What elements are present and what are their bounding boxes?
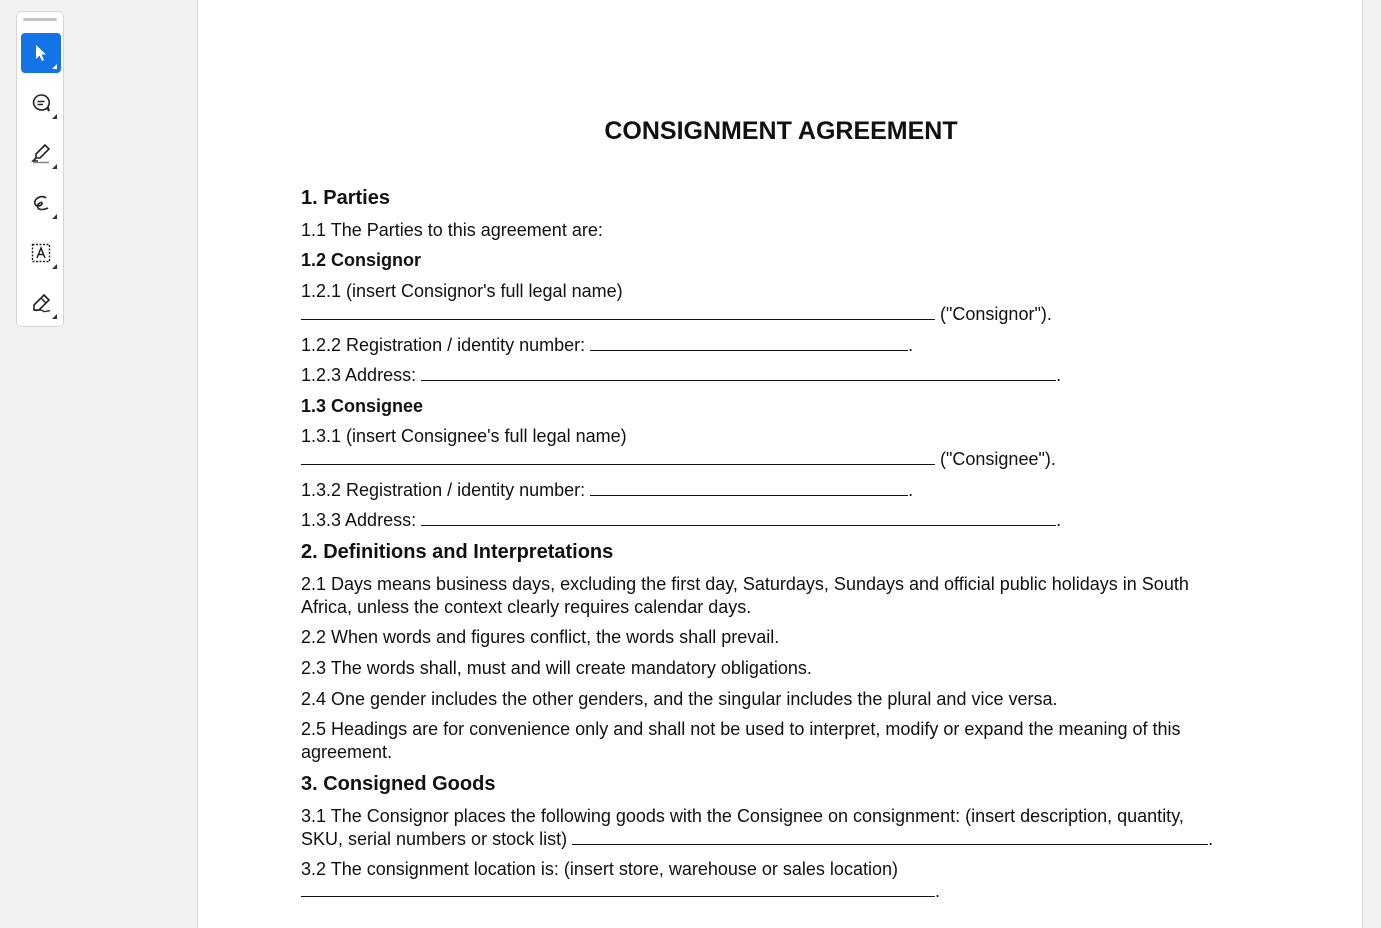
clause-text: 1.2.3 Address:	[301, 365, 417, 385]
tool-options-indicator	[52, 64, 57, 69]
viewer-right-edge	[1363, 0, 1381, 912]
clause-line	[301, 828, 1213, 850]
annotation-toolbar	[16, 11, 64, 327]
clause-period: .	[908, 480, 914, 500]
cursor-arrow-icon	[30, 42, 52, 64]
consignment-location-field[interactable]	[301, 882, 935, 897]
clause-period: .	[935, 881, 941, 901]
clause-text: Africa, unless the context clearly requires calendar days.	[301, 597, 752, 617]
section-heading: 1. Parties	[301, 187, 390, 209]
signature-pen-icon	[30, 292, 52, 314]
clause-text: 2.2 When words and figures conflict, the words shall prevail.	[301, 627, 780, 647]
tool-options-indicator	[52, 114, 57, 119]
tool-options-indicator	[52, 214, 57, 219]
sub-heading: 1.2 Consignor	[301, 250, 422, 270]
section-heading: 2. Definitions and Interpretations	[301, 541, 614, 563]
consignee-address-field[interactable]	[421, 511, 1056, 526]
clause-text: 1.2.1 (insert Consignor's full legal name)	[301, 281, 623, 301]
clause-text: agreement.	[301, 742, 393, 762]
clause-text: 2.1 Days means business days, excluding the first day, Saturdays, Sundays and official public holidays in South	[301, 574, 1189, 594]
clause-text: 1.3.3 Address:	[301, 510, 417, 530]
comment-tool-button[interactable]	[21, 83, 61, 123]
clause-line	[301, 364, 1061, 386]
text-box-tool-button[interactable]	[21, 233, 61, 273]
freehand-draw-tool-button[interactable]	[21, 183, 61, 223]
clause-period: .	[1056, 510, 1062, 530]
clause-period: .	[908, 335, 914, 355]
clause-text: 1.3.1 (insert Consignee's full legal name)	[301, 426, 627, 446]
clause-period: .	[1208, 829, 1214, 849]
clause-text: 3.2 The consignment location is: (insert store, warehouse or sales location)	[301, 859, 898, 879]
tool-options-indicator	[52, 164, 57, 169]
clause-text: 2.3 The words shall, must and will create mandatory obligations.	[301, 658, 812, 678]
clause-text: 1.1 The Parties to this agreement are:	[301, 220, 603, 240]
clause-text: 2.4 One gender includes the other genders, and the singular includes the plural and vice versa.	[301, 689, 1058, 709]
goods-description-field[interactable]	[572, 830, 1208, 845]
clause-text: 3.1 The Consignor places the following goods with the Consignee on consignment: (insert description, quantity,	[301, 806, 1184, 826]
page-title: CONSIGNMENT AGREEMENT	[604, 117, 958, 145]
consignor-address-field[interactable]	[421, 366, 1056, 381]
clause-text: ("Consignee").	[940, 449, 1056, 469]
clause-text: 1.2.2 Registration / identity number:	[301, 335, 586, 355]
clause-line	[301, 880, 940, 902]
consignee-name-field[interactable]	[301, 450, 935, 465]
highlight-tool-button[interactable]	[21, 133, 61, 173]
text-box-icon	[30, 242, 52, 264]
sign-tool-button[interactable]	[21, 283, 61, 323]
sub-heading: 1.3 Consignee	[301, 396, 424, 416]
highlighter-icon	[30, 142, 52, 164]
clause-text: ("Consignor").	[940, 304, 1052, 324]
clause-period: .	[1056, 365, 1062, 385]
freehand-icon	[30, 192, 52, 214]
tool-options-indicator	[52, 264, 57, 269]
select-tool-button[interactable]	[21, 33, 61, 73]
clause-text: SKU, serial numbers or stock list)	[301, 829, 568, 849]
clause-line	[301, 509, 1061, 531]
toolbar-grip[interactable]	[23, 18, 57, 21]
section-heading: 3. Consigned Goods	[301, 773, 496, 795]
tool-options-indicator	[52, 314, 57, 319]
clause-line	[301, 448, 1056, 470]
consignor-name-field[interactable]	[301, 305, 935, 320]
clause-text: 1.3.2 Registration / identity number:	[301, 480, 586, 500]
clause-line	[301, 479, 913, 501]
clause-text: 2.5 Headings are for convenience only and shall not be used to interpret, modify or expand the meaning of this	[301, 719, 1181, 739]
comment-icon	[30, 92, 52, 114]
clause-line	[301, 334, 913, 356]
clause-line	[301, 303, 1052, 325]
consignee-registration-field[interactable]	[590, 481, 908, 496]
consignor-registration-field[interactable]	[590, 336, 908, 351]
